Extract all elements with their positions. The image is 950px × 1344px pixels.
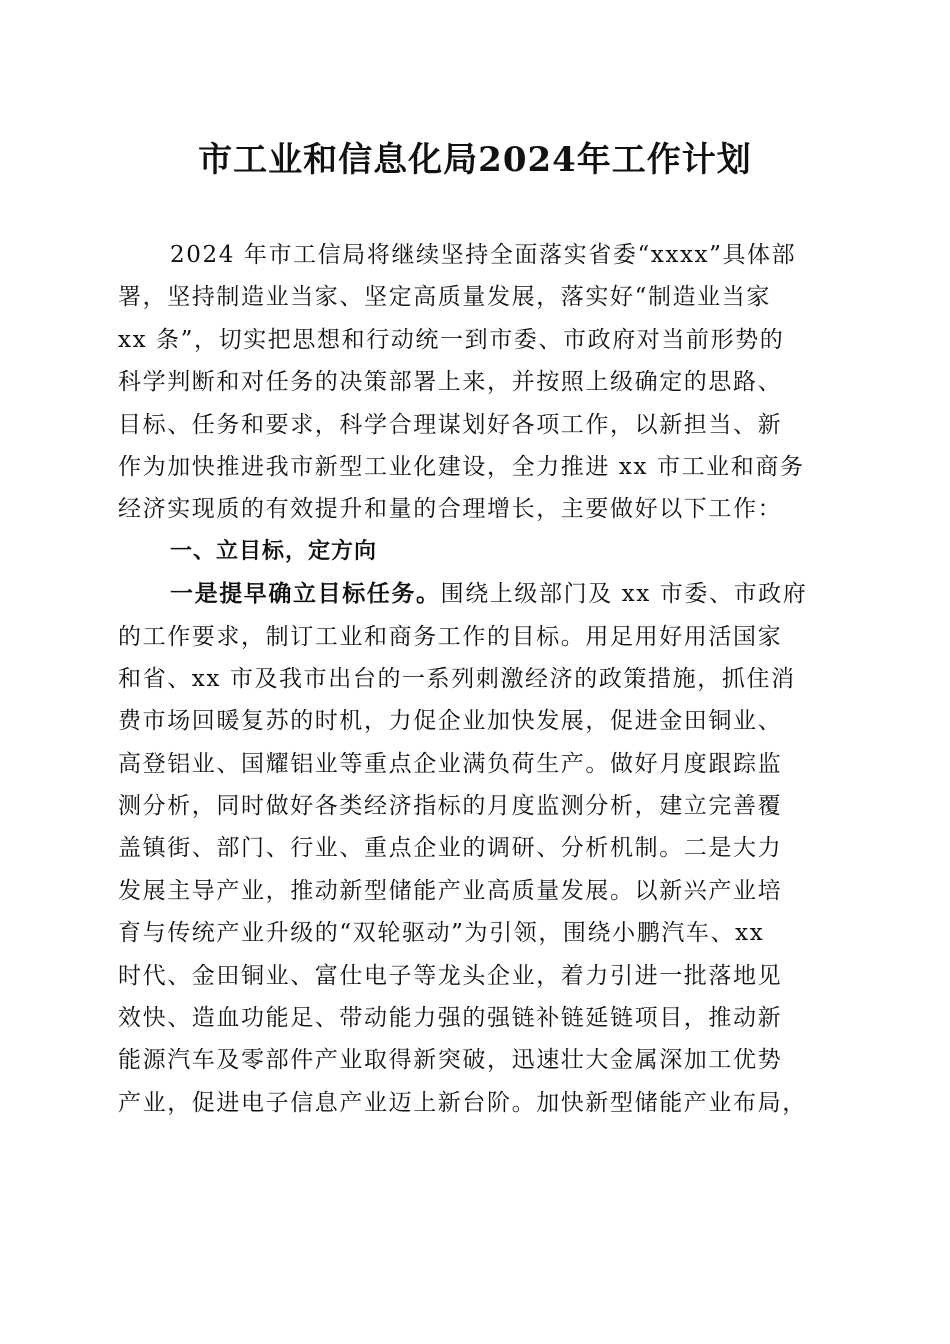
section-line: 效快、造血功能足、带动能力强的强链补链延链项目，推动新 — [118, 1005, 783, 1032]
intro-line: 科学判断和对任务的决策部署上来，并按照上级确定的思路、 — [118, 369, 783, 396]
section-first-line — [118, 573, 830, 615]
section-line: 高登铝业、国耀铝业等重点企业满负荷生产。做好月度跟踪监 — [118, 750, 783, 777]
section-line: 能源汽车及零部件产业取得新突破，迅速壮大金属深加工优势 — [118, 1047, 783, 1074]
section-heading: 一、立目标，定方向 — [170, 538, 378, 564]
section-line: 育与传统产业升级的“双轮驱动”为引领，围绕小鹏汽车、xx — [118, 920, 765, 947]
section-line: 和省、xx 市及我市出台的一系列刺激经济的政策措施，抓住消 — [118, 665, 796, 692]
section-line: 盖镇街、部门、行业、重点企业的调研、分析机制。二是大力 — [118, 835, 783, 862]
section-line: 费市场回暖复苏的时机，力促企业加快发展，促进金田铜业、 — [118, 708, 783, 735]
section-line: 测分析，同时做好各类经济指标的月度监测分析，建立完善覆 — [118, 793, 783, 820]
intro-line: 作为加快推进我市新型工业化建设，全力推进 xx 市工业和商务 — [118, 453, 805, 480]
section-line: 产业，促进电子信息产业迈上新台阶。加快新型储能产业布局， — [118, 1089, 807, 1116]
section-lead-phrase: 一是提早确立目标任务。 — [170, 580, 441, 608]
section-line: 时代、金田铜业、富仕电子等龙头企业，着力引进一批落地见 — [118, 962, 783, 989]
document-body — [118, 234, 830, 1124]
intro-line: 经济实现质的有效提升和量的合理增长，主要做好以下工作： — [118, 496, 783, 523]
section-line: 的工作要求，制订工业和商务工作的目标。用足用好用活国家 — [118, 623, 783, 650]
intro-line: 2024 年市工信局将继续坚持全面落实省委“xxxx”具体部 — [170, 242, 797, 268]
section-line: 发展主导产业，推动新型储能产业高质量发展。以新兴产业培 — [118, 877, 783, 904]
intro-line: xx 条”，切实把思想和行动统一到市委、市政府对当前形势的 — [118, 326, 785, 353]
intro-line: 署，坚持制造业当家、坚定高质量发展，落实好“制造业当家 — [118, 284, 771, 311]
section-first-line-text: 围绕上级部门及 xx 市委、市政府 — [440, 581, 808, 608]
intro-line: 目标、任务和要求，科学合理谋划好各项工作，以新担当、新 — [118, 411, 783, 438]
document-title: 市工业和信息化局2024年工作计划 — [198, 140, 752, 180]
